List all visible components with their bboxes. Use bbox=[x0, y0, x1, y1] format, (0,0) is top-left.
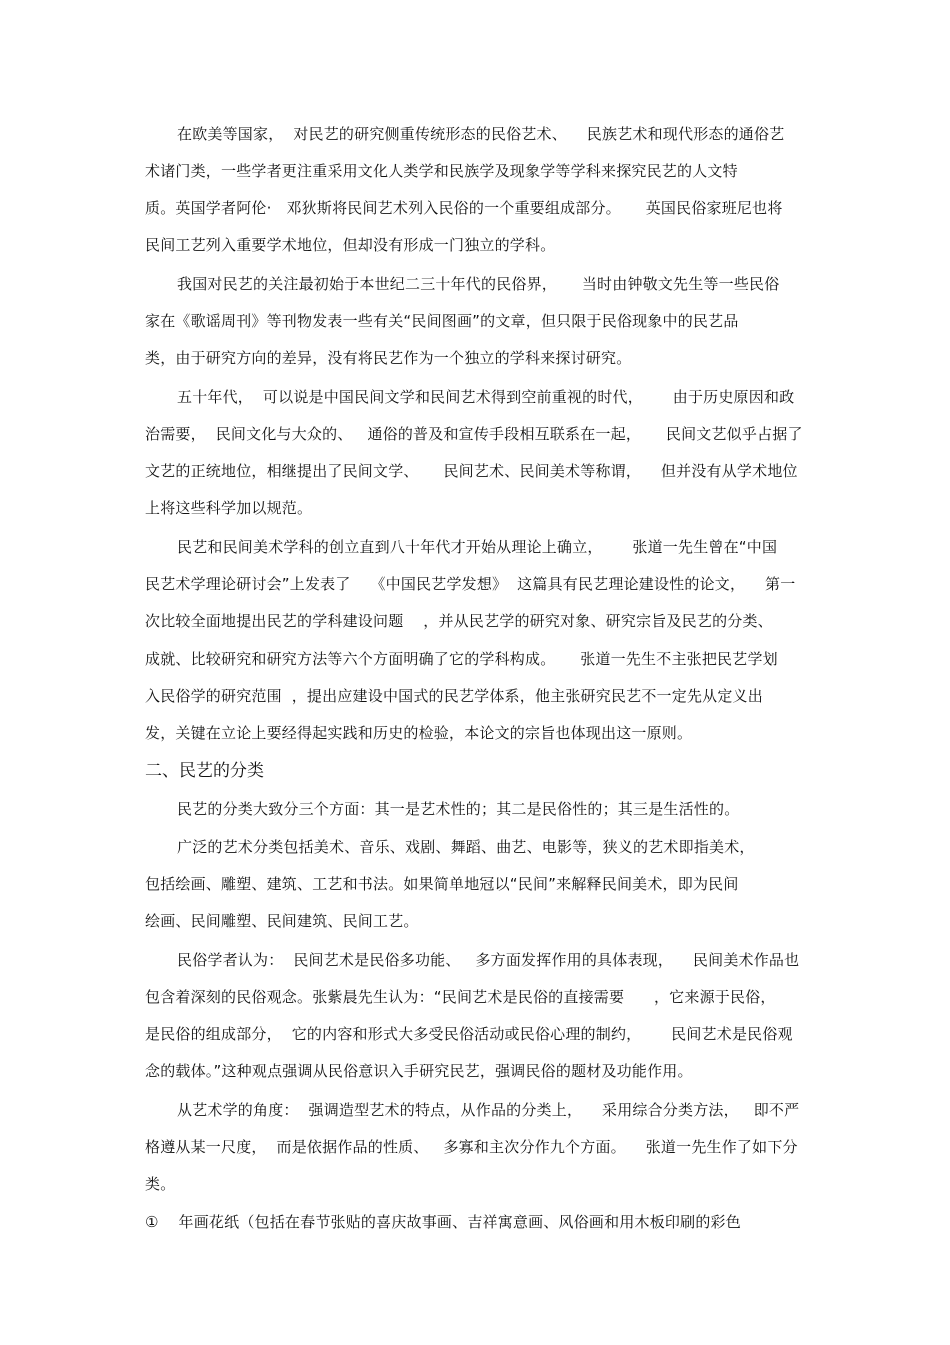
text-line: 类，由于研究方向的差异，没有将民艺作为一个独立的学科来探讨研究。 bbox=[145, 349, 632, 367]
text-line: 民间工艺列入重要学术地位，但却没有形成一门独立的学科。 bbox=[145, 236, 556, 254]
text-line: 包含着深刻的民俗观念。张紫晨先生认为：“民间艺术是民俗的直接需要 ，它来源于民俗， bbox=[145, 988, 776, 1006]
text-line: 类。 bbox=[145, 1175, 176, 1193]
text-line: 是民俗的组成部分， 它的内容和形式大多受民俗活动或民俗心理的制约， 民间艺术是民俗观 bbox=[145, 1025, 793, 1043]
text-line: 我国对民艺的关注最初始于本世纪二三十年代的民俗界， 当时由钟敬文先生等一些民俗 bbox=[177, 275, 780, 293]
text-line: 治需要， 民间文化与大众的、 通俗的普及和宣传手段相互联系在一起， 民间文艺似乎占据了 bbox=[145, 425, 803, 443]
text-line: 格遵从某一尺度， 而是依据作品的性质、 多寡和主次分作九个方面。 张道一先生作了如下分 bbox=[145, 1138, 798, 1156]
text-line: 广泛的艺术分类包括美术、音乐、戏剧、舞蹈、曲艺、电影等，狭义的艺术即指美术， bbox=[177, 838, 755, 856]
text-line: 家在《歌谣周刊》等刊物发表一些有关“民间图画”的文章，但只限于民俗现象中的民艺品 bbox=[145, 312, 739, 330]
section-heading: 二、民艺的分类 bbox=[145, 761, 264, 781]
text-line: 成就、比较研究和研究方法等六个方面明确了它的学科构成。 张道一先生不主张把民艺学划 bbox=[145, 650, 778, 668]
text-line: 上将这些科学加以规范。 bbox=[145, 499, 313, 517]
text-line: 民艺和民间美术学科的创立直到八十年代才开始从理论上确立， 张道一先生曾在“中国 bbox=[177, 538, 778, 556]
text-line: 质。英国学者阿伦· 邓狄斯将民间艺术列入民俗的一个重要组成部分。 英国民俗家班尼也将 bbox=[145, 199, 783, 217]
text-line: 文艺的正统地位，相继提出了民间文学、 民间艺术、民间美术等称谓， 但并没有从学术地位 bbox=[145, 462, 798, 480]
text-line: 念的载体。”这种观点强调从民俗意识入手研究民艺，强调民俗的题材及功能作用。 bbox=[145, 1062, 693, 1080]
text-line: 在欧美等国家， 对民艺的研究侧重传统形态的民俗艺术、 民族艺术和现代形态的通俗艺 bbox=[177, 125, 785, 143]
text-line: 民艺术学理论研讨会”上发表了 《中国民艺学发想》 这篇具有民艺理论建设性的论文， 第一 bbox=[145, 575, 796, 593]
text-line: 民艺的分类大致分三个方面：其一是艺术性的；其二是民俗性的；其三是生活性的。 bbox=[177, 800, 740, 818]
list-item: ① 年画花纸（包括在春节张贴的喜庆故事画、吉祥寓意画、风俗画和用木板印刷的彩色 bbox=[145, 1213, 741, 1231]
text-line: 术诸门类，一些学者更注重采用文化人类学和民族学及现象学等学科来探究民艺的人文特 bbox=[145, 162, 738, 180]
text-line: 从艺术学的角度： 强调造型艺术的特点，从作品的分类上， 采用综合分类方法， 即不严 bbox=[177, 1101, 800, 1119]
text-line: 发，关键在立论上要经得起实践和历史的检验，本论文的宗旨也体现出这一原则。 bbox=[145, 724, 693, 742]
text-line: 包括绘画、雕塑、建筑、工艺和书法。如果简单地冠以“民间”来解释民间美术，即为民间 bbox=[145, 875, 739, 893]
text-line: 绘画、民间雕塑、民间建筑、民间工艺。 bbox=[145, 912, 419, 930]
text-line: 次比较全面地提出民艺的学科建设问题 ，并从民艺学的研究对象、研究宗旨及民艺的分类、 bbox=[145, 612, 773, 630]
text-line: 五十年代， 可以说是中国民间文学和民间艺术得到空前重视的时代， 由于历史原因和政 bbox=[177, 388, 795, 406]
text-line: 民俗学者认为： 民间艺术是民俗多功能、 多方面发挥作用的具体表现， 民间美术作品也 bbox=[177, 951, 800, 969]
text-line: 入民俗学的研究范围 ，提出应建设中国式的民艺学体系，他主张研究民艺不一定先从定义出 bbox=[145, 687, 763, 705]
